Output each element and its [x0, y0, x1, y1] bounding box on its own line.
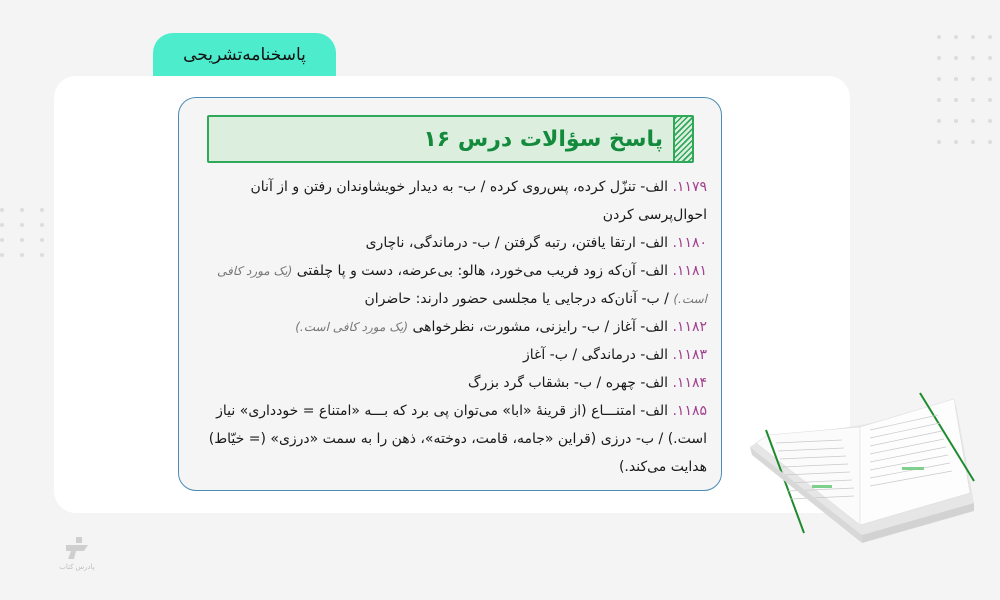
answer-item — [193, 229, 707, 257]
answer-text: الف- تنزّل کرده، پس‌روی کرده / ب- به دیدار خویشاوندان رفتن و از آنان احوال‌پرسی کردن — [250, 179, 707, 223]
answer-text: الف- آن‌که زود فریب می‌خورد، هالو: بی‌عرضه، دست و پا چلفتی — [296, 263, 669, 279]
answer-text: الف- آغاز / ب- رایزنی، مشورت، نظرخواهی — [412, 319, 669, 335]
answer-text: الف- ارتقا یافتن، رتبه گرفتن / ب- درماندگی، ناچاری — [365, 235, 669, 251]
answer-item — [193, 173, 707, 229]
answer-item — [193, 369, 707, 397]
answer-text: الف- امتنـــاع (از قرینهٔ «ابا» می‌توان پی برد که بـــه «امتناع = خودداری» نیاز است.) / ب- درزی (قراین «جامه، قامت، دوخته»، ذهن را به سمت «درزی» (= خیّاط) هدایت می‌کند.) — [208, 403, 707, 475]
answer-text: الف- درماندگی / ب- آغاز — [522, 347, 669, 363]
tab-label: پاسخنامه‌تشریحی — [183, 45, 306, 65]
open-book-icon — [742, 385, 982, 550]
answers-panel — [178, 97, 722, 491]
answer-number: ۱۱۸۴. — [672, 375, 707, 391]
brand-logo — [52, 535, 102, 575]
answer-number: ۱۱۸۲. — [672, 319, 707, 335]
heading-title: پاسخ سؤالات درس ۱۶ — [423, 126, 663, 152]
answer-item — [193, 313, 707, 341]
answers-list — [193, 173, 707, 481]
answer-item — [193, 257, 707, 313]
lesson-heading — [207, 115, 694, 163]
answer-item — [193, 341, 707, 369]
handwritten-note: (یک مورد کافی است.) — [295, 320, 408, 334]
answer-number: ۱۱۸۵. — [672, 403, 707, 419]
brand-logo-label: پادرس کتاب — [59, 563, 95, 571]
answer-text-continued: / ب- آنان‌که درجایی یا مجلسی حضور دارند: حاضران — [364, 291, 669, 307]
brand-logo-icon — [62, 535, 92, 561]
answer-key-tab — [153, 33, 336, 77]
decorative-dot-grid — [937, 35, 992, 144]
decorative-dot-grid-left — [0, 208, 44, 257]
answer-number: ۱۱۷۹. — [672, 179, 707, 195]
answer-number: ۱۱۸۰. — [672, 235, 707, 251]
answer-number: ۱۱۸۱. — [672, 263, 707, 279]
answer-number: ۱۱۸۳. — [672, 347, 707, 363]
handwritten-note: (یک مورد کافی است.) — [217, 264, 707, 306]
answer-text: الف- چهره / ب- بشقاب گرد بزرگ — [468, 375, 669, 391]
answer-item — [193, 397, 707, 481]
hatch-decoration-icon — [673, 117, 692, 161]
